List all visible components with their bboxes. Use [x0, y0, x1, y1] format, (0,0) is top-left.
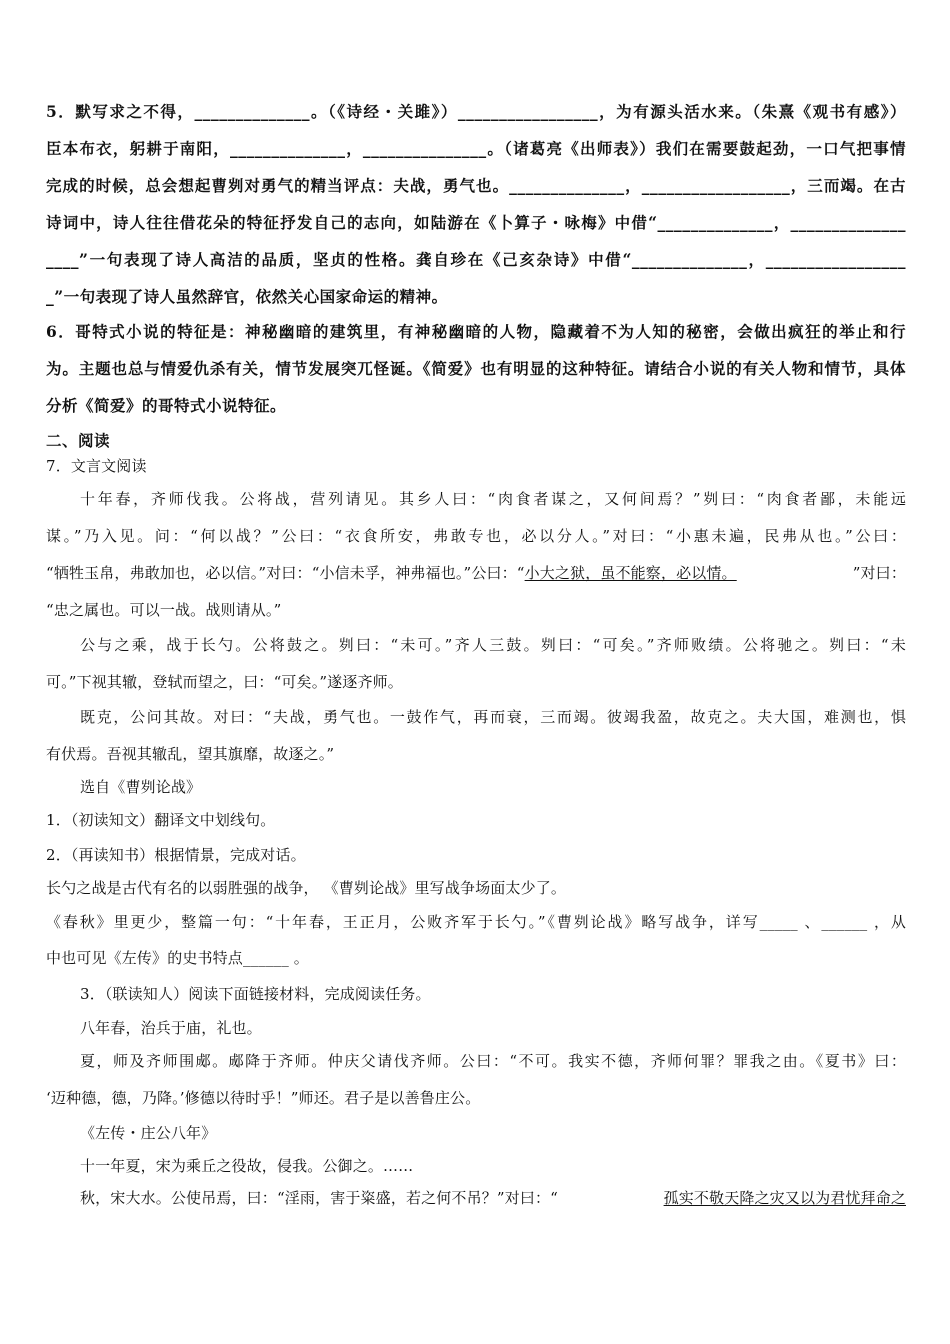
q5-line-4: 诗词中，诗人往往借花朵的特征抒发自己的志向，如陆游在《卜算子・咏梅》中借“______________，______________	[46, 213, 906, 232]
passage-p1-line-1: 十年春，齐师伐我。公将战，营列请见。其乡人曰：“肉食者谋之，又何间焉？”刿曰：“肉食者鄙，未能远	[80, 490, 906, 508]
q6-line-2: 为。主题也总与情爱仇杀有关，情节发展突兀怪诞。《简爱》也有明显的这种特征。请结合小说的有关人物和情节，具体	[46, 359, 906, 378]
passage-p2-line-2: 可。”下视其辙，登轼而望之，曰：“可矣。”遂逐齐师。	[46, 673, 403, 691]
subquestion-2-line-c: 中也可见《左传》的史书特点______ 。	[46, 949, 309, 967]
section-heading: 二、阅读	[46, 431, 111, 450]
q6-line-1: 6．哥特式小说的特征是：神秘幽暗的建筑里，有神秘幽暗的人物，隐藏着不为人知的秘密，会做出疯狂的举止和行	[46, 322, 906, 341]
subquestion-2-line-b: 《春秋》里更少，整篇一句：“十年春，王正月，公败齐军于长勺。”《曹刿论战》略写战争，详写_____ 、______ ，从	[46, 913, 906, 931]
passage-p1-line-3	[46, 562, 906, 584]
subquestion-1: 1．（初读知文）翻译文中划线句。	[46, 811, 276, 829]
q5-line-2: 臣本布衣，躬耕于南阳，______________，_______________。（诸葛亮《出师表》）我们在需要鼓起劲，一口气把事情	[46, 139, 906, 158]
material-underlined-sentence: 孤实不敬天降之灾又以为君忧拜命之	[663, 1189, 906, 1207]
subquestion-3: 3．（联读知人）阅读下面链接材料，完成阅读任务。	[80, 985, 431, 1003]
passage-p2-line-1: 公与之乘，战于长勺。公将鼓之。刿曰：“未可。”齐人三鼓。刿曰：“可矣。”齐师败绩。公将驰之。刿曰：“未	[80, 636, 906, 654]
material-p2-line-2: ‘迈种德，德，乃降。’修德以待时乎！”师还。君子是以善鲁庄公。	[46, 1089, 481, 1107]
q6-line-3: 分析《简爱》的哥特式小说特征。	[46, 396, 287, 415]
material-line-5-start: 秋，宋大水。公使吊焉，曰：“淫雨，害于粢盛，若之何不吊？”对曰：“	[80, 1189, 558, 1207]
subquestion-2: 2．（再读知书）根据情景，完成对话。	[46, 846, 306, 864]
q5-line-5: ____”一句表现了诗人高洁的品质，坚贞的性格。龚自珍在《己亥杂诗》中借“______________，_________________	[46, 250, 906, 269]
material-line-5	[80, 1187, 906, 1209]
material-p2-line-1: 夏，师及齐师围郕。郕降于齐师。仲庆父请伐齐师。公曰：“不可。我实不德，齐师何罪？罪我之由。《夏书》曰：	[80, 1052, 906, 1070]
passage-p3-line-1: 既克，公问其故。对曰：“夫战，勇气也。一鼓作气，再而衰，三而竭。彼竭我盈，故克之。夫大国，难测也，惧	[80, 708, 906, 726]
passage-p1-line-3-end: ”对曰：	[852, 564, 906, 582]
passage-p1-line-2: 谋。”乃入见。问：“何以战？”公曰：“衣食所安，弗敢专也，必以分人。”对曰：“小惠未遍，民弗从也。”公曰：	[46, 527, 906, 545]
material-line-4: 十一年夏，宋为乘丘之役故，侵我。公御之。……	[80, 1157, 414, 1175]
q5-line-3: 完成的时候，总会想起曹刿对勇气的精当评点：夫战，勇气也。______________，__________________，三而竭。在古	[46, 176, 906, 195]
q5-line-1: 5．默写求之不得，______________。（《诗经・关雎》）_________________，为有源头活水来。（朱熹《观书有感》）	[46, 102, 906, 121]
underlined-sentence: 小大之狱，虽不能察，必以情。	[524, 564, 737, 582]
material-source: 《左传・庄公八年》	[80, 1124, 217, 1142]
q7-title: 7．文言文阅读	[46, 457, 147, 475]
passage-source: 选自《曹刿论战》	[80, 778, 202, 796]
passage-p1-line-4: “忠之属也。可以一战。战则请从。”	[46, 601, 282, 619]
passage-p3-line-2: 有伏焉。吾视其辙乱，望其旗靡，故逐之。”	[46, 745, 335, 763]
q5-line-6: _”一句表现了诗人虽然辞官，依然关心国家命运的精神。	[46, 287, 448, 306]
material-line-1: 八年春，治兵于庙，礼也。	[80, 1019, 262, 1037]
subquestion-2-line-a: 长勺之战是古代有名的以弱胜强的战争， 《曹刿论战》里写战争场面太少了。	[46, 879, 567, 897]
passage-p1-line-3-start: “牺牲玉帛，弗敢加也，必以信。”对曰：“小信未孚，神弗福也。”公曰：“	[46, 564, 525, 582]
